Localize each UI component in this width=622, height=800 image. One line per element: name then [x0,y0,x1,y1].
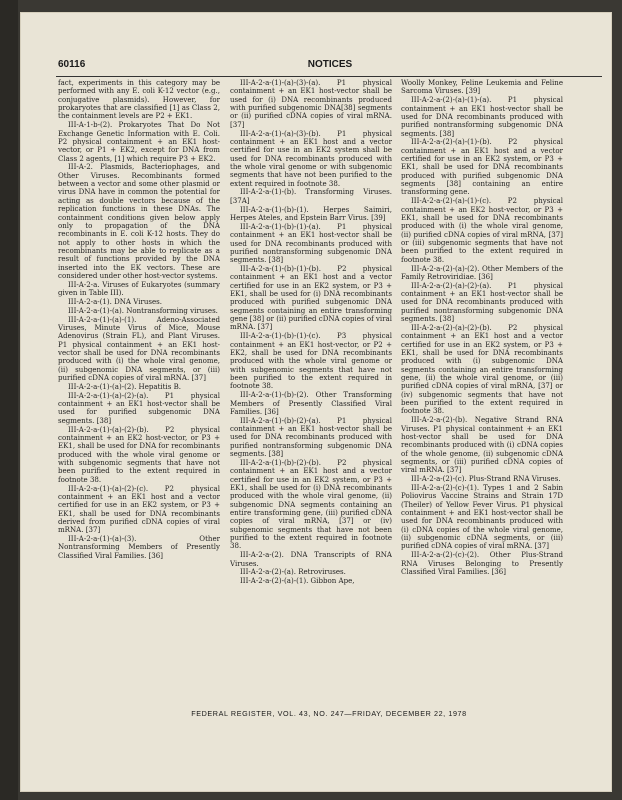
paragraph: Woolly Monkey, Feline Leukemia and Feline Sarcoma Viruses. [39] [401,79,563,96]
paragraph: III-A-1-b-(2). Prokaryotes That Do Not Exchange Genetic Information with E. Coli. P2 physical containment + an EK1 host-vector, or P1 + EK2, except for DNA from Class 2 agents, [1] which require P3 + EK2. [58,120,220,163]
paragraph: III-A-2-a-(1)-(b)-(2)-(b). P2 physical containment + an EK1 host and a vector certified for use in an EK2 system, or P3 + EK1, shall be used for (i) DNA recombinants produced with the whole viral genome, (ii) subgenomic DNA segments containing an entire transforming gene, (iii) purified cDNA copies of viral mRNA, [37] or (iv) subgenomic segments that have not been purified to the extent required in footnote 38. [230,457,392,551]
text-column-2 [230,79,392,679]
paragraph: III-A-2-a-(1)-(b). Transforming Viruses. [37A] [230,187,392,205]
paragraph: III-A-2-a-(2)-(a)-(1)-(c). P2 physical containment + an EK2 host-vector, or P3 + EK1, shall be used for DNA recombinants produced with (i) the whole viral genome, (ii) purified cDNA copies of viral mRNA, [37] or (iii) subgenomic segments that have not been purified to the extent required in footnote 38. [401,196,563,264]
paragraph: III-A-2-a-(2)-(a). Retroviruses. [240,567,346,577]
paragraph: III-A-2-a-(2)-(a)-(2). Other Members of the Family Retroviridiae. [36] [401,263,563,281]
paragraph: III-A-2-a-(2)-(a)-(2)-(b). P2 physical containment + an EK1 host and a vector certified for use in an EK2 system, or P3 + EK1, shall be used for DNA recombinants produced with (i) subgenomic DNA segments containing an entire transforming gene, (ii) the whole viral genome, or (iii) purified cDNA copies of viral mRNA, [37] or (iv) subgenomic segments that have not been purified to the extent required in footnote 38. [401,322,563,416]
page-footer: FEDERAL REGISTER, VOL. 43, NO. 247—FRIDAY, DECEMBER 22, 1978 [191,709,467,718]
paragraph: III-A-2-a-(2)-(c)-(2). Other Plus-Strand RNA Viruses Belonging to Presently Classified Viral Families. [36] [401,550,563,576]
paragraph: fact, experiments in this category may be performed with any E. coli K-12 vector (e.g., conjugative plasmids). However, for prokaryotes that are classified [1] as Class 2, the containment levels are P2 + EK1. [58,79,220,121]
text-column-3 [401,79,563,679]
paragraph: III-A-2-a-(2)-(c)-(1). Types 1 and 2 Sabin Poliovirus Vaccine Strains and Strain 17D (Theiler) of Yellow Fever Virus. P1 physical containment + and EK1 host-vector shall be used for DNA recombinants produced with (i) cDNA copies of the whole viral genome, (ii) subgenomic cDNA segments, or (iii) purified cDNA copies of viral mRNA. [37] [401,483,563,551]
paragraph: III-A-2-a-(1)-(a)-(3)-(a). P1 physical containment + an EK1 host-vector shall be used for (i) DNA recombinants produced with purified subgenomic DNA[38] segments or (ii) purified cDNA copies of viral mRNA. [37] [230,79,392,129]
paragraph: III-A-2. Plasmids, Bacteriophages, and Other Viruses. Recombinants formed between a vector and some other plasmid or virus DNA have in common the potential for acting as double vectors because of the replication functions in these DNAs. The containment conditions given below apply only to propagation of the DNA recombinants in E. coli K-12 hosts. They do not apply to other hosts in which the recombinants may be able to replicate as a result of functions provided by the DNA inserted into the EK vectors. These are considered under other host-vector systems. [58,162,220,280]
paragraph: III-A-2-a. Viruses of Eukaryotes (summary given in Table III). [58,279,220,298]
paragraph: III-A-2-a-(1)-(a)-(2). Hepatitis B. [68,381,182,391]
paragraph: III-A-2-a-(1)-(a)-(3)-(b). P1 physical containment + an EK1 host and a vector certified for use in an EK2 system shall be used for DNA recombinants produced with the whole viral genome or with subgenomic segments that have not been purified to the extent required in footnote 38. [230,128,392,188]
section-title: NOTICES [307,59,353,70]
binding-edge [0,0,18,800]
paragraph: III-A-2-a-(2)-(c). Plus-Strand RNA Viruses. [411,474,561,484]
text-column-1 [58,79,220,679]
paragraph: III-A-2-a-(2)-(a)-(1)-(a). P1 physical containment + an EK1 host-vector shall be used for DNA recombinants produced with purified nontransforming subgenomic DNA segments. [38] [401,95,563,138]
paragraph: III-A-2-a-(2). DNA Transcripts of RNA Viruses. [230,550,392,568]
paragraph: III-A-2-a-(2)-(a)-(1). Gibbon Ape, [240,576,355,586]
paragraph: III-A-2-a-(1)-(b)-(2). Other Transforming Members of Presently Classified Viral Families. [36] [230,390,392,416]
paragraph: III-A-2-a-(1)-(a)-(2)-(c). P2 physical containment + an EK1 host and a vector certified for use in an EK2 system, or P3 + EK1, shall be used for DNA recombinants derived from purified cDNA copies of viral mRNA. [37] [58,483,220,535]
paragraph: III-A-2-a-(1)-(a)-(2)-(b). P2 physical containment + an EK2 host-vector, or P3 + EK1, shall be used for DNA for recombinants produced with the whole viral genome or with subgenomic segments that have not been purified to the extent required in footnote 38. [58,424,220,484]
paragraph: III-A-2-a-(1)-(b)-(2)-(a). P1 physical containment + an EK1 host-vector shall be used for DNA recombinants produced with purified nontransforming subgenomic DNA segments. [38] [230,415,392,459]
paragraph: III-A-2-a-(2)-(a)-(2)-(a). P1 physical containment + an EK1 host-vector shall be used for DNA recombinants produced with purified nontransforming subgenomic DNA segments. [38] [401,280,563,324]
page-header [58,59,602,75]
paragraph: III-A-2-a-(2)-(b). Negative Strand RNA Viruses. P1 physical containment + an EK1 host-vector shall be used for DNA recombinants produced with (i) cDNA copies of the whole genome, (ii) subgenomic cDNA segments, or (iii) purified cDNA copies of viral mRNA. [37] [401,415,563,475]
page-number: 60116 [58,59,86,70]
paragraph: III-A-2-a-(1)-(a)-(3). Other Nontransforming Members of Presently Classified Viral Families. [36] [58,534,220,560]
paragraph: III-A-2-a-(1)-(a). Nontransforming viruses. [68,305,218,315]
header-rule [56,76,602,77]
paragraph: III-A-2-a-(1). DNA Viruses. [68,296,163,306]
paragraph: III-A-2-a-(1)-(a)-(1). Adeno-Associated Viruses, Minute Virus of Mice, Mouse Adenovirus (Strain FL), and Plant Viruses. P1 physical containment + an EK1 host-vector shall be used for DNA recombinants produced with (i) the whole viral genome, (ii) subgenomic DNA segments, or (iii) purified cDNA copies of viral mRNA. [37] [58,314,220,383]
paragraph: III-A-2-a-(1)-(a)-(2)-(a). P1 physical containment + an EK1 host-vector shall be used for purified subgenomic DNA segments. [38] [58,390,220,425]
paragraph: III-A-2-a-(1)-(b)-(1)-(a). P1 physical containment + an EK1 host-vector shall be used for DNA recombinants produced with purified nontransforming subgenomic DNA segments. [38] [230,221,392,265]
paragraph: III-A-2-a-(2)-(a)-(1)-(b). P2 physical containment + an EK1 host and a vector certified for use in an EK2 system, or P3 + EK1, shall be used for DNA recombinants produced with purified subgenomic DNA segments [38] containing an entire transforming gene. [401,137,563,197]
paragraph: III-A-2-a-(1)-(b)-(1)-(b). P2 physical containment + an EK1 host and a vector certified for use in an EK2 system, or P3 + EK1, shall be used for (i) DNA recombinants produced with purified subgenomic DNA segments containing an entire transforming gene [38] or (ii) purified cDNA copies of viral mRNA. [37] [230,264,392,332]
paragraph: III-A-2-a-(1)-(b)-(1). Herpes Saimiri, Herpes Ateles, and Epstein Barr Virus. [39] [230,204,392,222]
paragraph: III-A-2-a-(1)-(b)-(1)-(c). P3 physical containment + an EK1 host-vector, or P2 + EK2, shall be used for DNA recombinants produced with the whole viral genome or with subgenomic segments that have not been purified to the extent required in footnote 38. [230,331,392,391]
document-page [20,12,612,792]
